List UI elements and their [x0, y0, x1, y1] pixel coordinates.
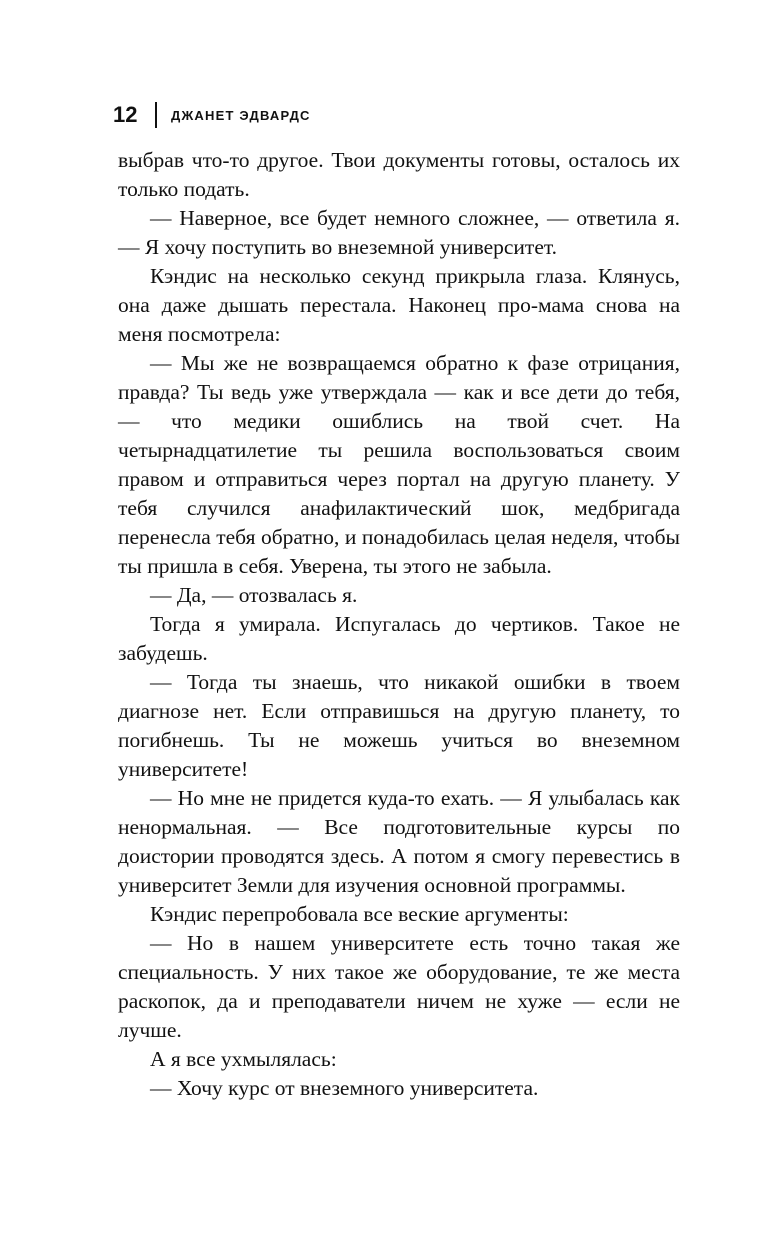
paragraph: Кэндис перепробовала все веские аргументы: — [150, 902, 569, 926]
paragraph: — Наверное, все будет немного сложнее, — ответила я. — Я хочу поступить во внеземной университет. — [118, 206, 680, 259]
paragraph: — Хочу курс от внеземного университета. — [150, 1076, 539, 1100]
paragraph: Тогда я умирала. Испугалась до чертиков. Такое не забудешь. — [118, 612, 680, 665]
paragraph: — Но в нашем университете есть точно такая же специальность. У них такое же оборудование, те же места раскопок, да и преподаватели ничем не хуже — если не лучше. — [118, 931, 680, 1042]
paragraph: А я все ухмылялась: — [150, 1047, 337, 1071]
body-text — [118, 146, 680, 1103]
paragraph: — Мы же не возвращаемся обратно к фазе отрицания, правда? Ты ведь уже утверждала — как и все дети до тебя, — что медики ошиблись на твой счет. На четырнадцатилетие ты решила воспользоваться своим правом и отправиться через портал на другую планету. У тебя случился анафилактический шок, медбригада перенесла тебя обратно, и понадобилась целая неделя, чтобы ты пришла в себя. Уверена, ты этого не забыла. — [118, 351, 680, 578]
header-divider — [155, 102, 157, 128]
paragraph: — Но мне не придется куда-то ехать. — Я улыбалась как ненормальная. — Все подготовительные курсы по доистории проводятся здесь. А потом я смогу перевестись в университет Земли для изучения основной программы. — [118, 786, 680, 897]
paragraph: Кэндис на несколько секунд прикрыла глаза. Клянусь, она даже дышать перестала. Наконец про-мама снова на меня посмотрела: — [118, 264, 680, 346]
paragraph: — Тогда ты знаешь, что никакой ошибки в твоем диагнозе нет. Если отправишься на другую планету, то погибнешь. Ты не можешь учиться во внеземном университете! — [118, 670, 680, 781]
paragraph: — Да, — отозвалась я. — [150, 583, 358, 607]
page-header — [113, 99, 311, 131]
running-head-author: ДЖАНЕТ ЭДВАРДС — [171, 107, 311, 123]
page-number: 12 — [113, 102, 138, 127]
paragraph-continued: выбрав что-то другое. Твои документы готовы, осталось их только подать. — [118, 148, 680, 201]
